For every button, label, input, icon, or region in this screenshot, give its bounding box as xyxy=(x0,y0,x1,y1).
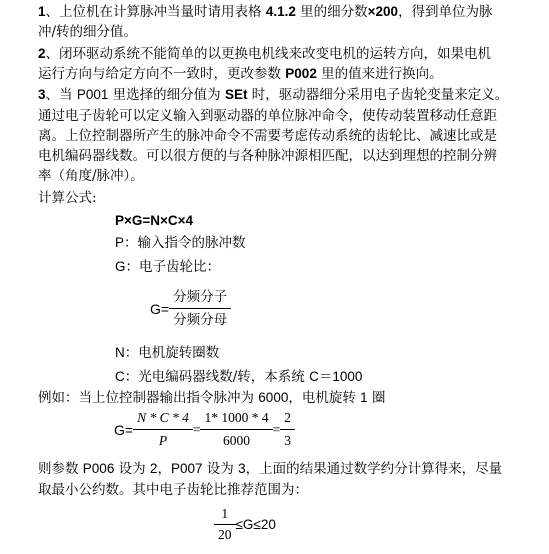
def-n: N：电机旋转圈数 xyxy=(115,345,220,361)
table-ref: 4.1.2 xyxy=(265,4,296,19)
item1-line1: 1、上位机在计算脉冲当量时请用表格 4.1.2 里的细分数×200，得到单位为脉 xyxy=(38,4,493,20)
example-turns: 1 xyxy=(360,390,368,405)
example-equation: G= $\frac{N * C * 4}{P}$ = $\frac{1* 1000 * 4}{6000}$ = $\frac{2}{3}$ xyxy=(114,407,295,452)
range-fraction: $\frac{1}{20}$ xyxy=(214,504,236,545)
example-pulses: 6000 xyxy=(258,390,289,405)
example-fraction-2: $\frac{1* 1000 * 4}{6000}$ xyxy=(200,407,272,452)
g-fraction xyxy=(150,286,231,331)
item3-line2: 通过电子齿轮可以定义输入到驱动器的单位脉冲命令，使传动装置移动任意距 xyxy=(38,108,497,124)
example-fraction-1: $\frac{N * C * 4}{P}$ xyxy=(133,407,193,452)
item3-line1: 3、当 P001 里选择的细分值为 SEt 时，驱动器细分采用电子齿轮变量来定义。 xyxy=(38,87,509,103)
g-denominator: 分频分母 xyxy=(173,312,228,328)
result-line2: 取最小公约数。其中电子齿轮比推荐范围为： xyxy=(38,482,308,498)
g-lhs: G= xyxy=(150,300,170,317)
item2-number: 2 xyxy=(38,46,46,61)
item3-line5: 率（角度/脉冲）。 xyxy=(38,168,144,184)
example-fraction-3: $\frac{2}{3}$ xyxy=(280,407,295,452)
param-p006: P006 xyxy=(82,461,115,476)
g-numerator: 分频分子 xyxy=(173,289,228,305)
item2-line2: 运行方向与给定方向不一致时，更改参数 P002 里的值来进行换向。 xyxy=(38,66,443,82)
range-rest: ≤G≤20 xyxy=(235,517,276,532)
item1-line2: 冲/转的细分值。 xyxy=(38,24,138,40)
formula-main: P×G=N×C×4 xyxy=(115,213,194,228)
item3-line4: 电机编码器线数。可以很方便的与各种脉冲源相匹配，以达到理想的控制分辨 xyxy=(38,148,497,164)
multiplier: ×200 xyxy=(367,4,399,19)
item2-line1: 2、闭环驱动系统不能简单的以更换电机线来改变电机的运转方向，如果电机 xyxy=(38,46,492,62)
param-p001: P001 xyxy=(76,87,109,102)
set-value: SEt xyxy=(224,87,248,102)
example-lhs: G= xyxy=(114,421,134,438)
item1-number: 1 xyxy=(38,4,46,19)
param-p007: P007 xyxy=(170,461,203,476)
range-expression xyxy=(214,504,276,545)
c-value: C＝1000 xyxy=(309,369,363,384)
def-c: C：光电编码器线数/转，本系统 C＝1000 xyxy=(115,369,363,385)
def-p: P：输入指令的脉冲数 xyxy=(115,235,246,251)
def-g: G：电子齿轮比： xyxy=(115,259,221,275)
item3-line3: 离。上位控制器所产生的脉冲命令不需要考虑传动系统的齿轮比、减速比或是 xyxy=(38,128,497,144)
g-fraction-stack xyxy=(169,286,231,331)
example-line: 例如：当上位控制器输出指令脉冲为 6000，电机旋转 1 圈 xyxy=(38,390,386,406)
item1-text: 上位机在计算脉冲当量时请用表格 xyxy=(59,4,266,20)
formula-label: 计算公式: xyxy=(38,190,97,206)
param-p002: P002 xyxy=(285,66,317,81)
item3-number: 3 xyxy=(38,87,46,102)
result-line1: 则参数 P006 设为 2，P007 设为 3，上面的结果通过数学约分计算得来，尽量 xyxy=(38,461,503,477)
